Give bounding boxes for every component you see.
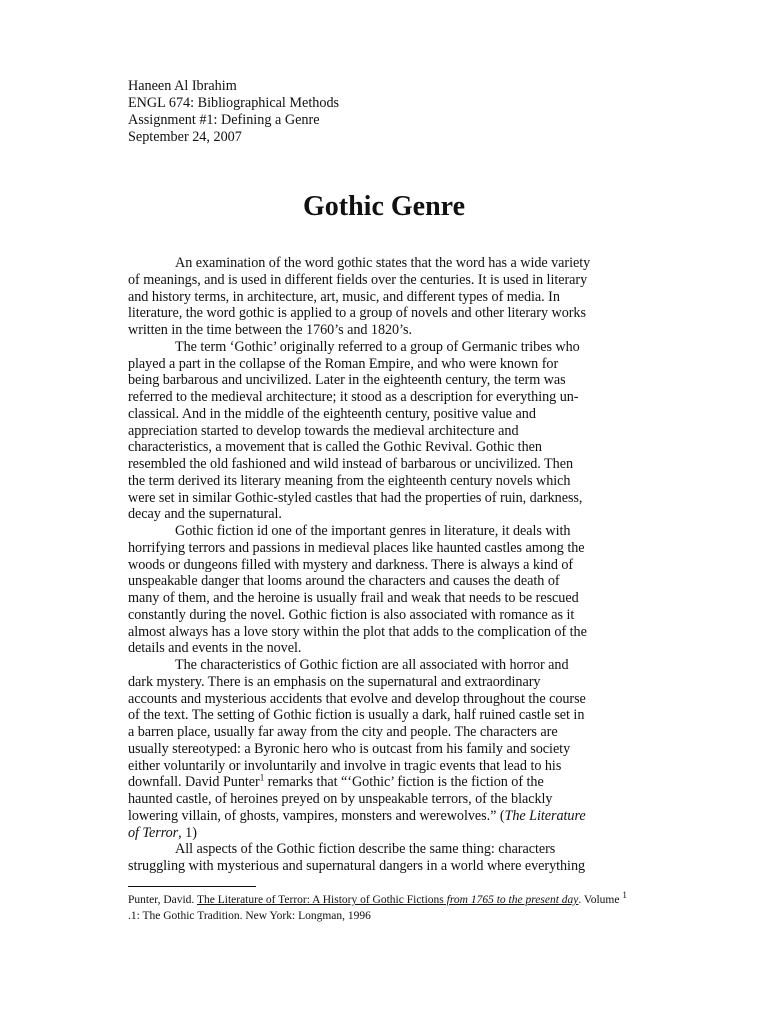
- author-name: Haneen Al Ibrahim: [128, 78, 237, 94]
- body-line: dark mystery. There is an emphasis on the supernatural and extraordinary: [128, 673, 541, 690]
- course-name: ENGL 674: Bibliographical Methods: [128, 95, 340, 111]
- body-line: many of them, and the heroine is usually frail and weak that needs to be rescued: [128, 590, 579, 606]
- body-line: almost always has a love story within the plot that adds to the complication of the: [128, 623, 587, 640]
- body-line: struggling with mysterious and supernatural dangers in a world where everything: [128, 858, 586, 874]
- body-line: The characteristics of Gothic fiction are all associated with horror and: [175, 657, 569, 673]
- body-line: horrifying terrors and passions in medieval places like haunted castles among the: [128, 539, 585, 556]
- punter-line-end: remarks that “‘Gothic’ fiction is the fiction of the: [264, 774, 544, 791]
- footnote-line-1: [128, 892, 648, 908]
- body-line: played a part in the collapse of the Roman Empire, and who were known for: [128, 355, 559, 372]
- document-title: Gothic Genre: [302, 191, 465, 222]
- body-line: the term derived its literary meaning from the eighteenth century novels which: [128, 472, 571, 489]
- body-line: characteristics, a movement that is called the Gothic Revival. Gothic then: [128, 439, 542, 456]
- body-line: constantly during the novel. Gothic fiction is also associated with romance as it: [128, 606, 575, 623]
- footnote-book-subtitle: from 1765 to the present day: [443, 894, 579, 906]
- body-line: woods or dungeons filled with mystery and darkness. There is always a kind of: [128, 556, 574, 573]
- body-line: literature, the word gothic is applied to a group of novels and other literary works: [128, 305, 586, 322]
- body-line-citation: [128, 825, 633, 842]
- body-line: Gothic fiction id one of the important genres in literature, it deals with: [175, 523, 571, 539]
- body-line: The term ‘Gothic’ originally referred to a group of Germanic tribes who: [175, 338, 580, 355]
- citation-title-start: The Literature: [504, 807, 586, 824]
- body-line: a barren place, usually far away from the city and people. The characters are: [128, 724, 558, 740]
- body-line: An examination of the word gothic states that the word has a wide variety: [175, 255, 591, 271]
- body-line: classical. And in the middle of the eighteenth century, positive value and: [128, 405, 536, 422]
- citation-page: , 1): [178, 824, 197, 841]
- body-lines-group-1: [128, 255, 633, 774]
- citation-title-end: of Terror: [128, 824, 179, 841]
- document-header: [128, 78, 339, 146]
- footnote-line-2: .1: The Gothic Tradition. New York: Longman, 1996: [128, 910, 371, 922]
- footnote-book-title: The Literature of Terror: A History of Gothic Fictions: [196, 894, 444, 906]
- footnote-ref-marker: 1: [259, 772, 265, 783]
- document-date: September 24, 2007: [128, 129, 242, 145]
- body-line: unspeakable danger that looms around the characters and causes the death of: [128, 573, 560, 590]
- body-line: All aspects of the Gothic fiction describe the same thing: characters: [175, 841, 556, 858]
- body-line: details and events in the novel.: [128, 640, 302, 657]
- document-body: [128, 255, 633, 875]
- footnote: [128, 892, 648, 924]
- body-line: were set in similar Gothic-styled castles that had the properties of ruin, darkness,: [128, 489, 583, 506]
- body-line: haunted castle, of heroines preyed on by unspeakable terrors, of the blackly: [128, 791, 553, 807]
- body-line-punter: [128, 774, 633, 791]
- body-line: of the text. The setting of Gothic fiction is usually a dark, half ruined castle set in: [128, 707, 585, 724]
- body-line: appreciation started to develop towards the medieval architecture and: [128, 422, 519, 439]
- footnote-volume: . Volume: [578, 894, 623, 906]
- body-line: resembled the old fashioned and wild instead of barbarous or uncivilized. Then: [128, 456, 573, 472]
- body-line: written in the time between the 1760’s and 1820’s.: [128, 322, 412, 338]
- assignment-name: Assignment #1: Defining a Genre: [128, 112, 320, 128]
- footnote-separator: [128, 886, 256, 887]
- body-line: of meanings, and is used in different fields over the centuries. It is used in literary: [128, 271, 588, 288]
- body-line: being barbarous and uncivilized. Later in the eighteenth century, the term was: [128, 372, 566, 389]
- body-line: accounts and mysterious accidents that evolve and develop throughout the course: [128, 690, 586, 707]
- body-line: referred to the medieval architecture; it stood as a description for everything un-: [128, 389, 579, 405]
- body-line-quote-end: [128, 808, 633, 825]
- body-line: usually stereotyped: a Byronic hero who is outcast from his family and society: [128, 740, 571, 757]
- body-line: either voluntarily or involuntarily and involve in tragic events that lead to his: [128, 757, 562, 774]
- body-line: decay and the supernatural.: [128, 506, 282, 523]
- quote-end-text: lowering villain, of ghosts, vampires, monsters and werewolves.” (: [128, 807, 505, 824]
- footnote-author: Punter, David.: [128, 894, 197, 906]
- body-line: and history terms, in architecture, art, music, and different types of media. In: [128, 288, 560, 305]
- footnote-marker: 1: [622, 890, 627, 901]
- punter-line-start: downfall. David Punter: [128, 774, 260, 791]
